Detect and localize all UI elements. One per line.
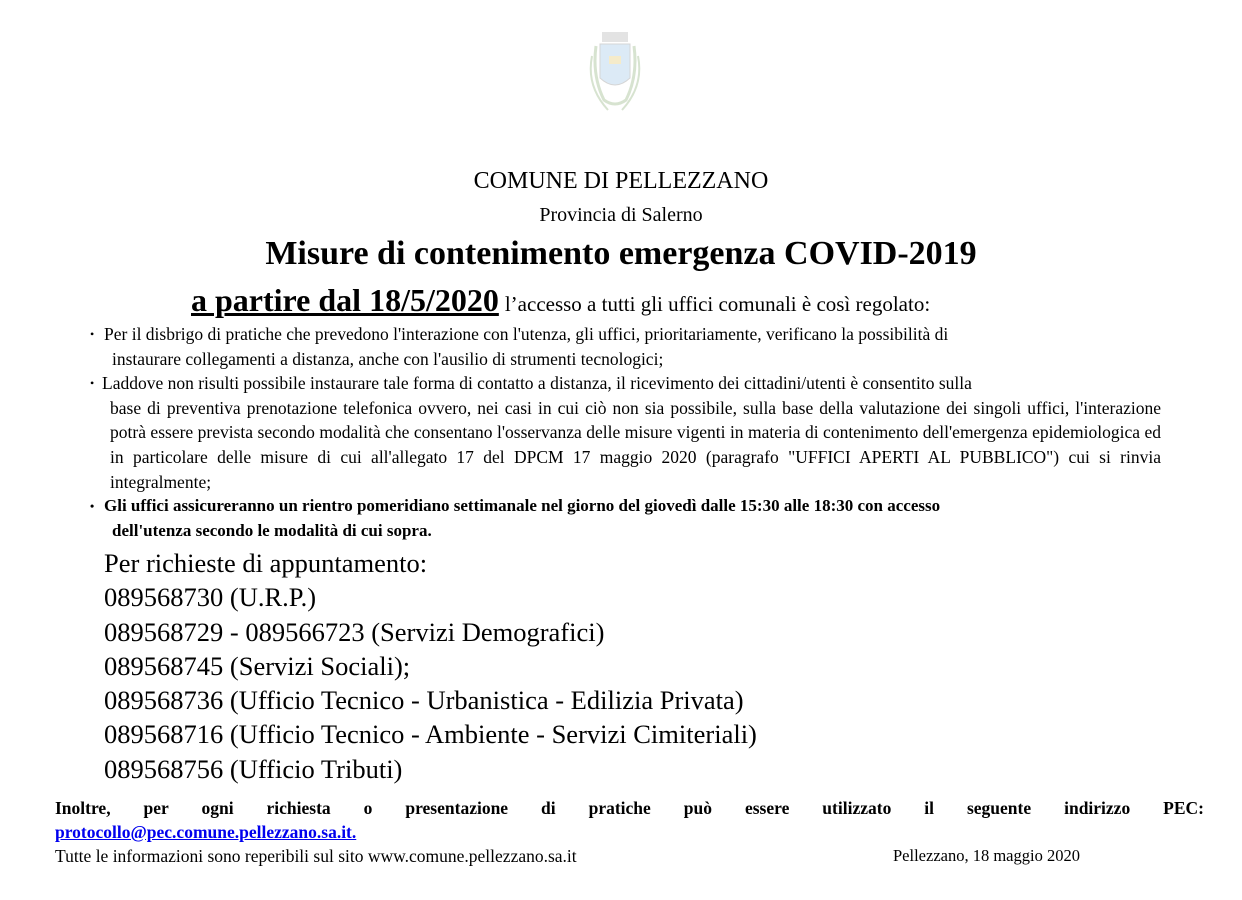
pec-address-link[interactable]: protocollo@pec.comune.pellezzano.sa.it. (55, 822, 357, 842)
phone-sociali: 089568745 (Servizi Sociali); (104, 650, 411, 681)
phone-ambiente: 089568716 (Ufficio Tecnico - Ambiente - Servizi Cimiteriali) (104, 719, 757, 750)
province-name: Provincia di Salerno (539, 204, 703, 226)
bullet-icon: • (90, 499, 95, 514)
phone-tributi: 089568756 (Ufficio Tributi) (104, 753, 403, 784)
appointment-contacts (104, 546, 757, 786)
list-item-continuation: dell'utenza secondo le modalità di cui sopra. (112, 520, 432, 540)
municipality-name: COMUNE DI PELLEZZANO (473, 168, 769, 194)
place-date: Pellezzano, 18 maggio 2020 (893, 846, 1080, 865)
list-item (90, 494, 1161, 543)
list-item-continuation: instaurare collegamenti a distanza, anche con l'ausilio di strumenti tecnologici; (112, 348, 664, 369)
appointment-title: Per richieste di appuntamento: (104, 548, 428, 578)
municipal-crest-icon (582, 26, 648, 116)
list-item-continuation: base di preventiva prenotazione telefonica ovvero, nei casi in cui ciò non sia possibile, sulla base della valutazione dei singoli uffici, l'interazione potrà essere prevista secondo modalità che consentano l'osservanza delle misure vigenti in materia di contenimento dell'emergenza epidemiologica ed in particolare delle misure di cui all'allegato 17 del DPCM 17 maggio 2020 (paragrafo "UFFICI APERTI AL PUBBLICO") cui si rinvia integralmente; (110, 397, 1161, 492)
list-item-first-line: Per il disbrigo di pratiche che prevedono l'interazione con l'utenza, gli uffici, prioritariamente, verificano la possibilità di (104, 324, 949, 344)
pec-text: Inoltre, per ogni richiesta o presentazione di pratiche può essere utilizzato il seguente indirizzo PEC: (55, 798, 1204, 818)
phone-urbanistica: 089568736 (Ufficio Tecnico - Urbanistica - Edilizia Privata) (104, 685, 744, 716)
rules-list (90, 322, 1161, 543)
phone-urp: 089568730 (U.R.P.) (104, 582, 317, 613)
list-item (90, 322, 1161, 371)
info-text: Tutte le informazioni sono reperibili sul sito www.comune.pellezzano.sa.it (55, 846, 577, 866)
list-item (90, 371, 1161, 494)
phone-demografici: 089568729 - 089566723 (Servizi Demografici) (104, 616, 605, 647)
page-title: Misure di contenimento emergenza COVID-2019 (265, 235, 977, 272)
intro-text: l’accesso a tutti gli uffici comunali è così regolato: (504, 292, 931, 316)
bullet-icon: • (90, 327, 95, 341)
footer (55, 796, 1204, 868)
effective-date: a partire dal 18/5/2020 (191, 282, 499, 318)
bullet-icon: • (90, 376, 95, 391)
list-item-first-line: Laddove non risulti possibile instaurare tale forma di contatto a distanza, il ricevimento dei cittadini/utenti è consentito sulla (102, 373, 972, 394)
intro-line (191, 282, 930, 319)
list-item-first-line: Gli uffici assicureranno un rientro pomeridiano settimanale nel giorno del giovedì dalle 15:30 alle 18:30 con accesso (104, 496, 941, 516)
info-line (55, 844, 1204, 868)
